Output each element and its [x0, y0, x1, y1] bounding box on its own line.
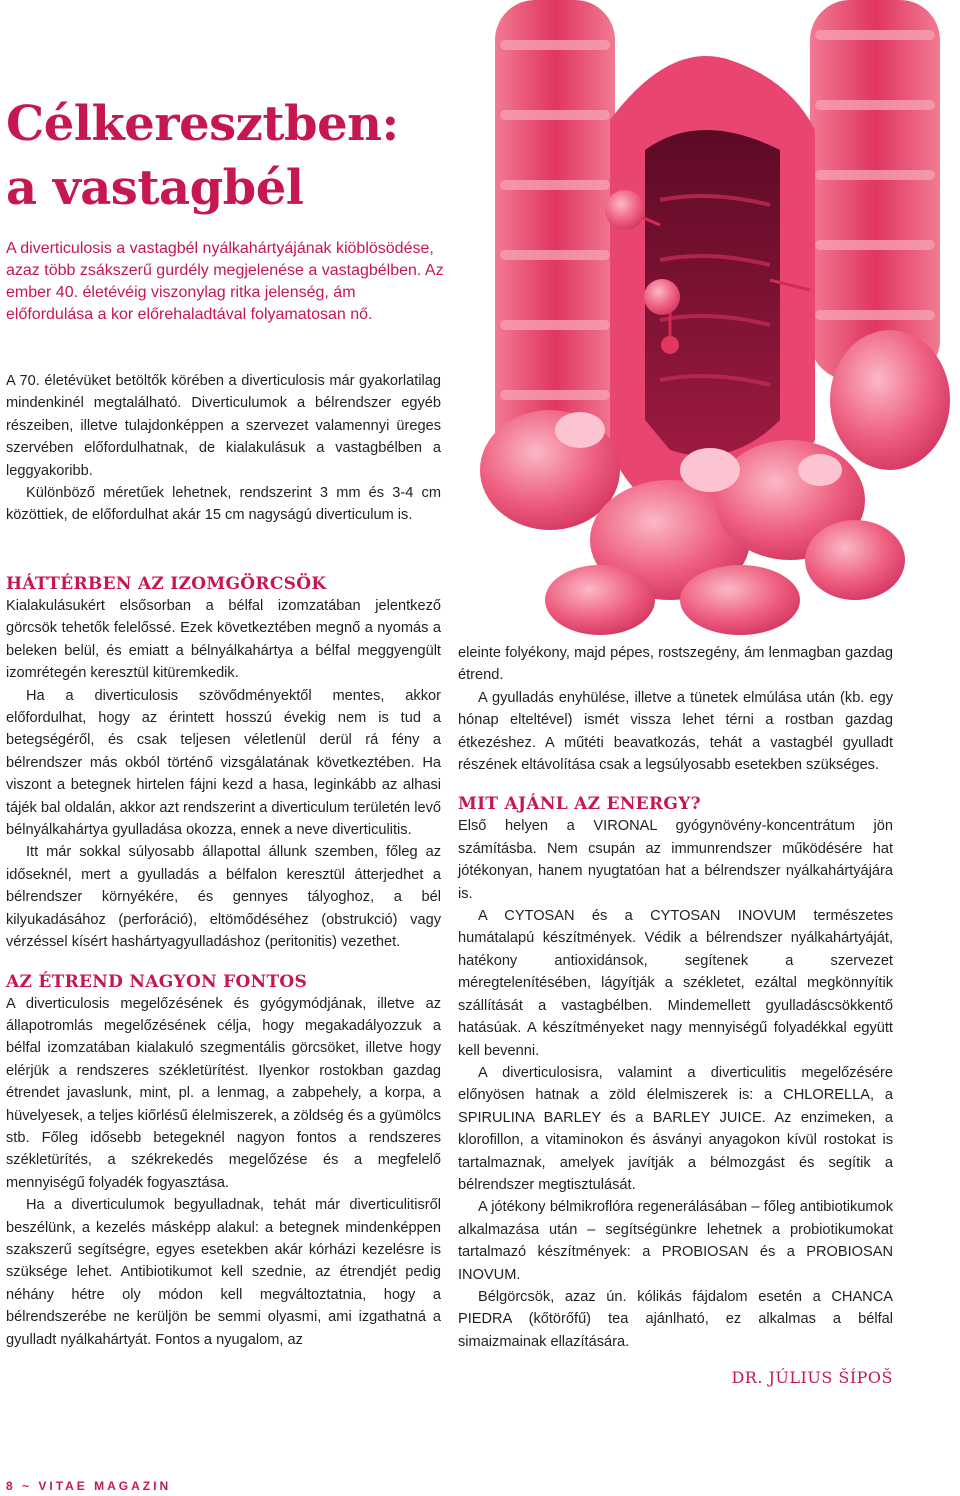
- body-paragraph: Ha a diverticulumok begyulladnak, tehát már diverticulitisről beszélünk, a kezelés másképp alakul: a betegnek mindenképpen szakszerű segítségre, egyes esetekben akár kórházi kezelésre is szüksége lehet. Antibiotikumot kell szednie, az étrendjét pedig néhány hétre oly módon kell megváltoztatnia, hogy a bélrendszerébe ne kerüljön be semmi olyasmi, ami izgathatná a gyulladt nyálkahártyát. Fontos a nyugalom, az: [6, 1197, 441, 1348]
- body-paragraph: Első helyen a VIRONAL gyógynövény-koncentrátum jön számításba. Nem csupán az immunrendszer működésére hat jótékonyan, hanem nyugtatóan hat a bélrendszer nyálkahártyájára is.: [458, 818, 893, 902]
- page-title: [6, 92, 399, 220]
- section-heading-diet: AZ ÉTREND NAGYON FONTOS: [6, 971, 308, 992]
- body-paragraph: A diverticulosis megelőzésének és gyógymódjának, illetve az állapotromlás megelőzésének célja, hogy megakadályozzuk a bélfal izomzatában kialakuló szegmentális görcsöket, illetve hogy elérjük a rendszeres székletürítést. Ilyenkor rostokban gazdag étrendet javaslunk, mint, pl. a lenmag, a zabpehely, a korpa, a hüvelyesek, a teljes kiőrlésű élelmiszerek, a zöldség és a gyümölcs stb. Főleg idősebb betegeknél nagyon fontos a rendszeres székletürítés, a székrekedés megelőzése és a megfelelő mennyiségű folyadék fogyasztása.: [6, 995, 441, 1191]
- section-heading-energy: MIT AJÁNL AZ ENERGY?: [458, 794, 701, 815]
- right-column: [458, 642, 893, 1390]
- body-paragraph: Ha a diverticulosis szövődményektől mentes, akkor előfordulhat, hogy az érintett hosszú évekig nem is tud a betegségéről, és csak teljesen véletlenül derül rá fény a bélrendszer más okból történő vizsgálatának következtében. Ha viszont a betegnek hirtelen fájni kezd a hasa, leginkább az alhasi tájék bal oldalán, akkor azt rendszerint a diverticulum területén levő bélnyálkahártya gyulladása okozza, ennek a neve diverticulitis.: [6, 687, 441, 839]
- body-paragraph: A jótékony bélmikroflóra regenerálásában – főleg antibiotikumok alkalmazása után – segítségünkre lehetnek a probiotikumokat tartalmazó készítmények: a PROBIOSAN és a PROBIOSAN INOVUM.: [458, 1199, 893, 1283]
- title-line-1: Célkeresztben:: [6, 96, 399, 152]
- body-paragraph: Itt már sokkal súlyosabb állapottal állunk szemben, főleg az időseknél, mert a gyulladás a bélfalon keresztül átterjedhet a bélrendszer környékére, és gennyes tályoghoz, a bél kilyukadásához (perforáció), eltömődéséhez (obstrukció) vagy vérzéssel kísért hashártyagyulladáshoz (peritonitis) vezethet.: [6, 844, 441, 951]
- intro-paragraph: A 70. életévüket betöltők körében a diverticulosis már gyakorlatilag mindenkinél megtalálható. Diverticulumok a bélrendszer egyéb részeiben, illetve tulajdonképpen a szervezet valamennyi üreges szervében előfordulhatnak, de kialakulásuk a vastagbélben a leggyakoribb.: [6, 373, 441, 479]
- body-paragraph: Kialakulásukért elsősorban a bélfal izomzatában jelentkező görcsök tehetők felelőssé. Ezek következtében megnő a nyomás a beleken belül, és emiatt a bélnyálkahártya a bélfal meggyengült izomrétegén keresztül kitüremkedik.: [6, 598, 441, 682]
- body-paragraph: eleinte folyékony, majd pépes, rostszegény, ám lenmagban gazdag étrend.: [458, 645, 893, 684]
- lead-paragraph: [6, 238, 446, 326]
- title-line-2: a vastagbél: [6, 160, 304, 216]
- intro-paragraph: Különböző méretűek lehetnek, rendszerint 3 mm és 3-4 cm közöttiek, de előfordulhat akár 15 cm nagyságú diverticulum is.: [6, 485, 441, 524]
- body-paragraph: Bélgörcsök, azaz ún. kólikás fájdalom esetén a CHANCA PIEDRA (kőtörőfű) tea ajánlható, ez alkalmas a bélfal simaizmainak ellazítására.: [458, 1288, 893, 1350]
- page-footer: 8 ~ VITAE MAGAZIN: [6, 1479, 172, 1493]
- intro-text: [6, 370, 441, 527]
- author-name: DR. JÚLIUS ŠÍPOŠ: [731, 1368, 893, 1388]
- large-intestine-illustration: [470, 0, 960, 650]
- lead-text: A diverticulosis a vastagbél nyálkahártyájának kiöblösödése, azaz több zsákszerű gurdély megjelenése a vastagbélben. Az ember 40. életévéig viszonylag ritka jelenség, ám előfordulása a kor előrehaladtával folyamatosan nő.: [6, 240, 444, 323]
- left-column: [6, 573, 441, 1351]
- section-heading-muscle-cramps: HÁTTÉRBEN AZ IZOMGÖRCSÖK: [6, 574, 327, 594]
- body-paragraph: A diverticulosisra, valamint a diverticulitis megelőzésére előnyösen hatnak a zöld élelmiszerek is: a CHLORELLA, a SPIRULINA BARLEY és a BARLEY JUICE. Az enzimeken, a klorofillon, a vitaminokon és ásványi anyagokon kívül rostokat is tartalmaznak, amelyek javítják a bélmozgást és segítik a bélrendszer megtisztulását.: [458, 1064, 893, 1193]
- body-paragraph: A CYTOSAN és a CYTOSAN INOVUM természetes humátalapú készítmények. Védik a bélrendszer nyálkahártyáját, hatékony antioxidánsok, segítenek a szervezet méregtelenítésében, lágyítják a székletet, ezáltal megkönnyítik szállítását a vastagbélben. Mindemellett gyulladáscsökkentő hatásúak. A készítményeket nagy mennyiségű folyadékkal együtt kell bevenni.: [458, 908, 893, 1059]
- body-paragraph: A gyulladás enyhülése, illetve a tünetek elmúlása után (kb. egy hónap elteltével) ismét vissza lehet térni a rostban gazdag étkezéshez. A műtéti beavatkozás, tehát a vastagbél gyulladt részének eltávolítása csak a legsúlyosabb esetekben szükséges.: [458, 689, 893, 774]
